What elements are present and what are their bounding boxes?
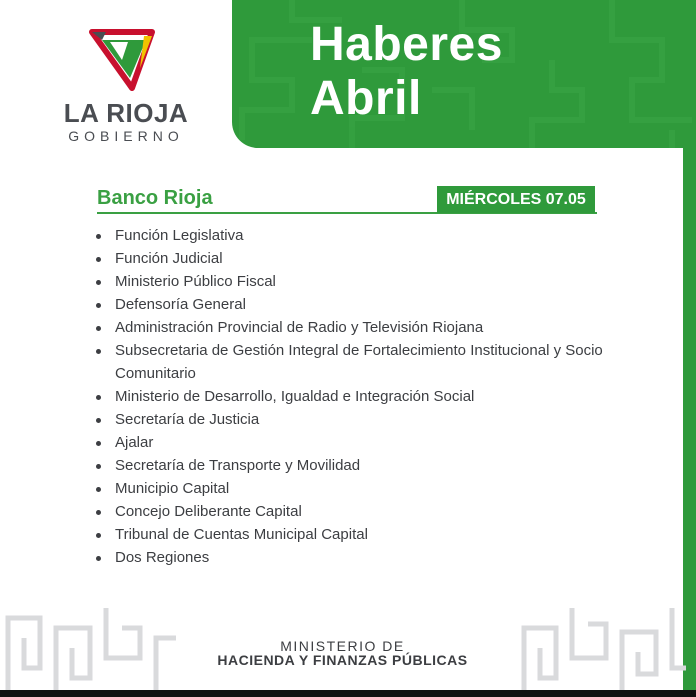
list-item: Ministerio de Desarrollo, Igualdad e Integración Social [96, 385, 656, 408]
title-line-1: Haberes [310, 18, 503, 71]
bottom-bar [0, 690, 696, 697]
list-item: Ministerio Público Fiscal [96, 270, 656, 293]
list-item: Subsecretaria de Gestión Integral de Fortalecimiento Institucional y Socio Comunitario [96, 339, 656, 385]
list-item: Función Judicial [96, 247, 656, 270]
title-line-2: Abril [310, 72, 422, 125]
footer-pattern-left [0, 608, 176, 690]
list-item: Tribunal de Cuentas Municipal Capital [96, 523, 656, 546]
la-rioja-logo-icon [88, 28, 156, 92]
brand-name: LA RIOJA [63, 98, 189, 128]
footer-pattern-right [516, 608, 686, 690]
brand-subtitle: GOBIERNO [68, 128, 184, 144]
list-item: Dos Regiones [96, 546, 656, 569]
list-item: Concejo Deliberante Capital [96, 500, 656, 523]
list-item: Defensoría General [96, 293, 656, 316]
list-item: Secretaría de Transporte y Movilidad [96, 454, 656, 477]
list-item: Administración Provincial de Radio y Televisión Riojana [96, 316, 656, 339]
bank-name: Banco Rioja [97, 187, 213, 209]
list-item: Ajalar [96, 431, 656, 454]
entity-list [96, 224, 656, 569]
ministry-line-2: HACIENDA Y FINANZAS PÚBLICAS [217, 652, 468, 668]
header-panel [232, 0, 696, 148]
list-item: Secretaría de Justicia [96, 408, 656, 431]
ministry-line-1: MINISTERIO DE [280, 638, 405, 654]
list-item: Función Legislativa [96, 224, 656, 247]
date-badge: MIÉRCOLES 07.05 [437, 186, 595, 213]
list-item: Municipio Capital [96, 477, 656, 500]
